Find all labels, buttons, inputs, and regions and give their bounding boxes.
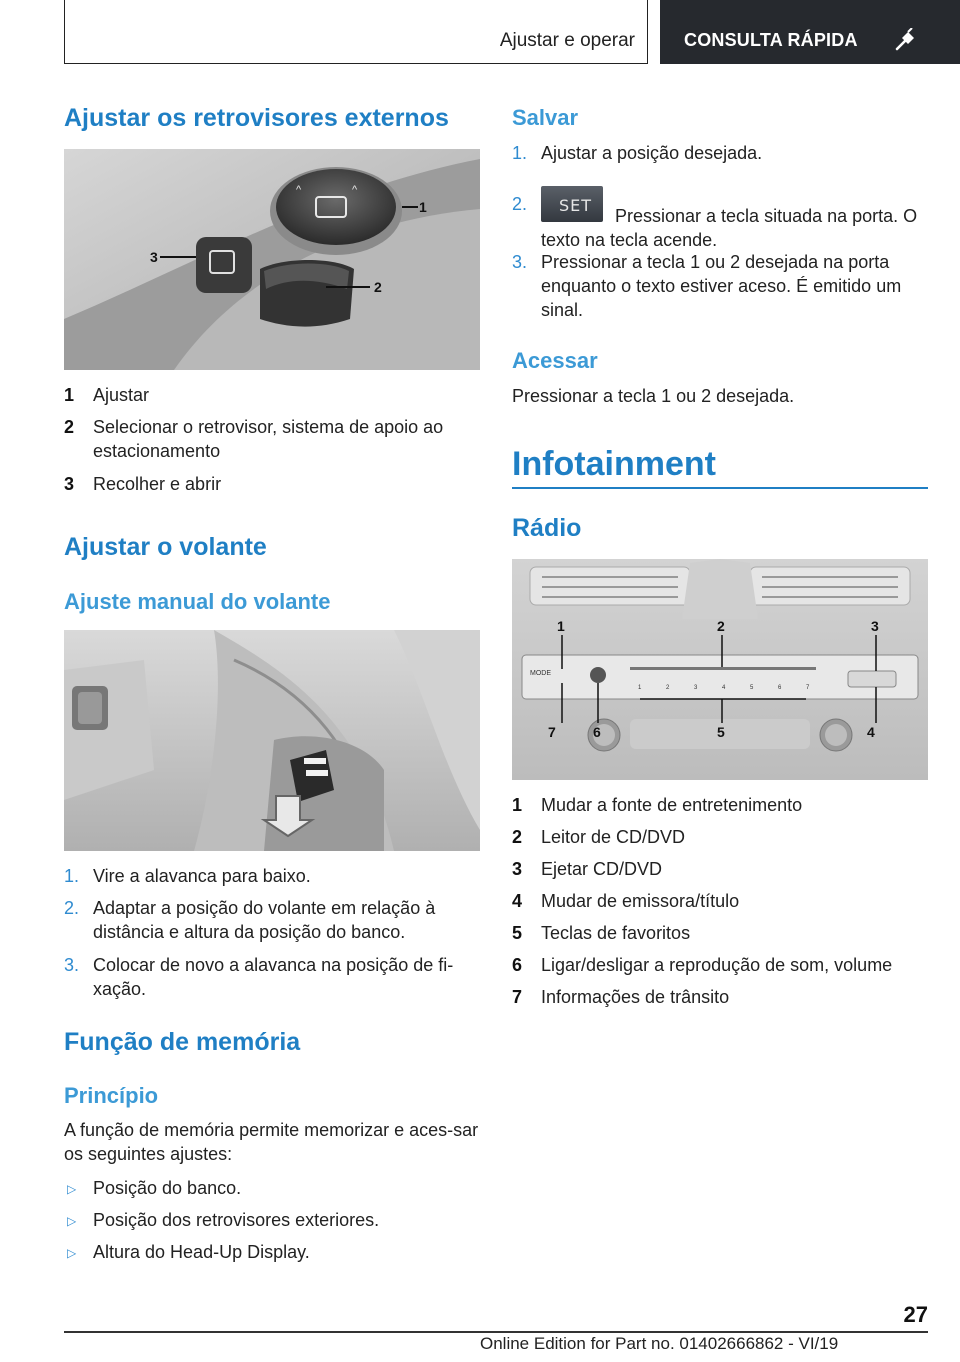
radio-panel-photo [512,559,928,780]
step-text: Colocar de novo a alavanca na posição de fi-xação. [93,955,454,999]
item-text: Mudar a fonte de entretenimento [541,795,803,815]
subsection-title-access: Acessar [512,348,598,373]
page-number: 27 [903,1302,928,1327]
item-number: 4 [512,891,523,911]
item-text: Teclas de favoritos [541,923,691,943]
svg-text:^: ^ [296,184,302,196]
radio-mode-label: MODE [530,670,551,677]
bullet-text: Posição dos retrovisores exteriores. [93,1210,380,1230]
step-text: Pressionar a tecla situada na porta. O texto na tecla acende. [541,206,918,250]
pointer-hand-icon [894,28,918,57]
step-text: Adaptar a posição do volante em relação à distância e altura da posição do banco. [93,898,436,942]
svg-text:7: 7 [806,685,810,691]
item-text: Informações de trânsito [541,987,730,1007]
svg-text:6: 6 [778,685,782,691]
item-number: 2 [64,417,75,437]
figure-label-4: 4 [867,724,875,740]
step-text: Pressionar a tecla 1 ou 2 desejada na porta enquanto o texto estiver aceso. É emitido um sinal. [541,252,902,320]
set-key-icon: SET [541,186,603,222]
item-number: 2 [512,827,523,847]
subsection-title-wheel-manual: Ajuste manual do volante [64,589,331,614]
item-text: Ejetar CD/DVD [541,859,663,879]
step-number: 2. [64,898,80,918]
svg-text:1: 1 [638,685,642,691]
bullet-text: Altura do Head-Up Display. [93,1242,310,1262]
section-title-memory: Função de memória [64,1028,301,1056]
figure-label-3: 3 [150,249,158,265]
header-section-tab [64,0,648,64]
bullet-text: Posição do banco. [93,1178,242,1198]
svg-text:3: 3 [694,685,698,691]
svg-text:5: 5 [750,685,754,691]
triangle-bullet-icon: ▷ [67,1246,77,1260]
step-number: 1. [512,143,528,163]
item-number: 3 [64,474,75,494]
section-title-radio: Rádio [512,514,582,542]
item-number: 6 [512,955,523,975]
chapter-title-infotainment: Infotainment [512,445,716,483]
item-number: 5 [512,923,523,943]
edition-footer: Online Edition for Part no. 01402666862 - VI/19 [480,1334,839,1353]
triangle-bullet-icon: ▷ [67,1214,77,1228]
chapter-rule [512,487,928,489]
item-text: Recolher e abrir [93,474,222,494]
mirror-controls-photo [64,149,480,370]
figure-label-7: 7 [548,724,556,740]
figure-label-5: 5 [717,724,725,740]
subsection-title-save: Salvar [512,105,579,130]
item-number: 3 [512,859,523,879]
quick-reference-tab [660,0,960,64]
section-title-wheel: Ajustar o volante [64,533,267,561]
svg-text:2: 2 [666,685,670,691]
item-number: 1 [512,795,523,815]
figure-label-2: 2 [717,618,725,634]
principle-paragraph: A função de memória permite memorizar e aces-sar os seguintes ajustes: [64,1120,479,1164]
item-text: Leitor de CD/DVD [541,827,686,847]
svg-text:4: 4 [722,685,726,691]
access-paragraph: Pressionar a tecla 1 ou 2 desejada. [512,386,795,406]
step-number: 3. [512,252,528,272]
item-text: Ligar/desligar a reprodução de som, volume [541,955,893,975]
svg-text:^: ^ [352,184,358,196]
header-section-label: Ajustar e operar [499,30,635,51]
item-number: 7 [512,987,523,1007]
item-number: 1 [64,385,75,405]
item-text: Selecionar o retrovisor, sistema de apoio ao estacionamento [93,417,444,461]
steering-lever-photo [64,630,480,851]
quick-reference-label: CONSULTA RÁPIDA [684,30,858,50]
figure-label-1: 1 [557,618,565,634]
section-title-mirrors: Ajustar os retrovisores externos [64,104,449,132]
triangle-bullet-icon: ▷ [67,1182,77,1196]
step-text: Ajustar a posição desejada. [541,143,763,163]
footer-rule [64,1331,928,1333]
figure-label-2: 2 [374,279,382,295]
step-number: 2. [512,194,528,214]
step-number: 3. [64,955,80,975]
figure-label-3: 3 [871,618,879,634]
step-number: 1. [64,866,80,886]
item-text: Mudar de emissora/título [541,891,740,911]
item-text: Ajustar [93,385,150,405]
step-text: Vire a alavanca para baixo. [93,866,311,886]
figure-label-6: 6 [593,724,601,740]
figure-label-1: 1 [419,199,427,215]
subsection-title-principle: Princípio [64,1083,159,1108]
